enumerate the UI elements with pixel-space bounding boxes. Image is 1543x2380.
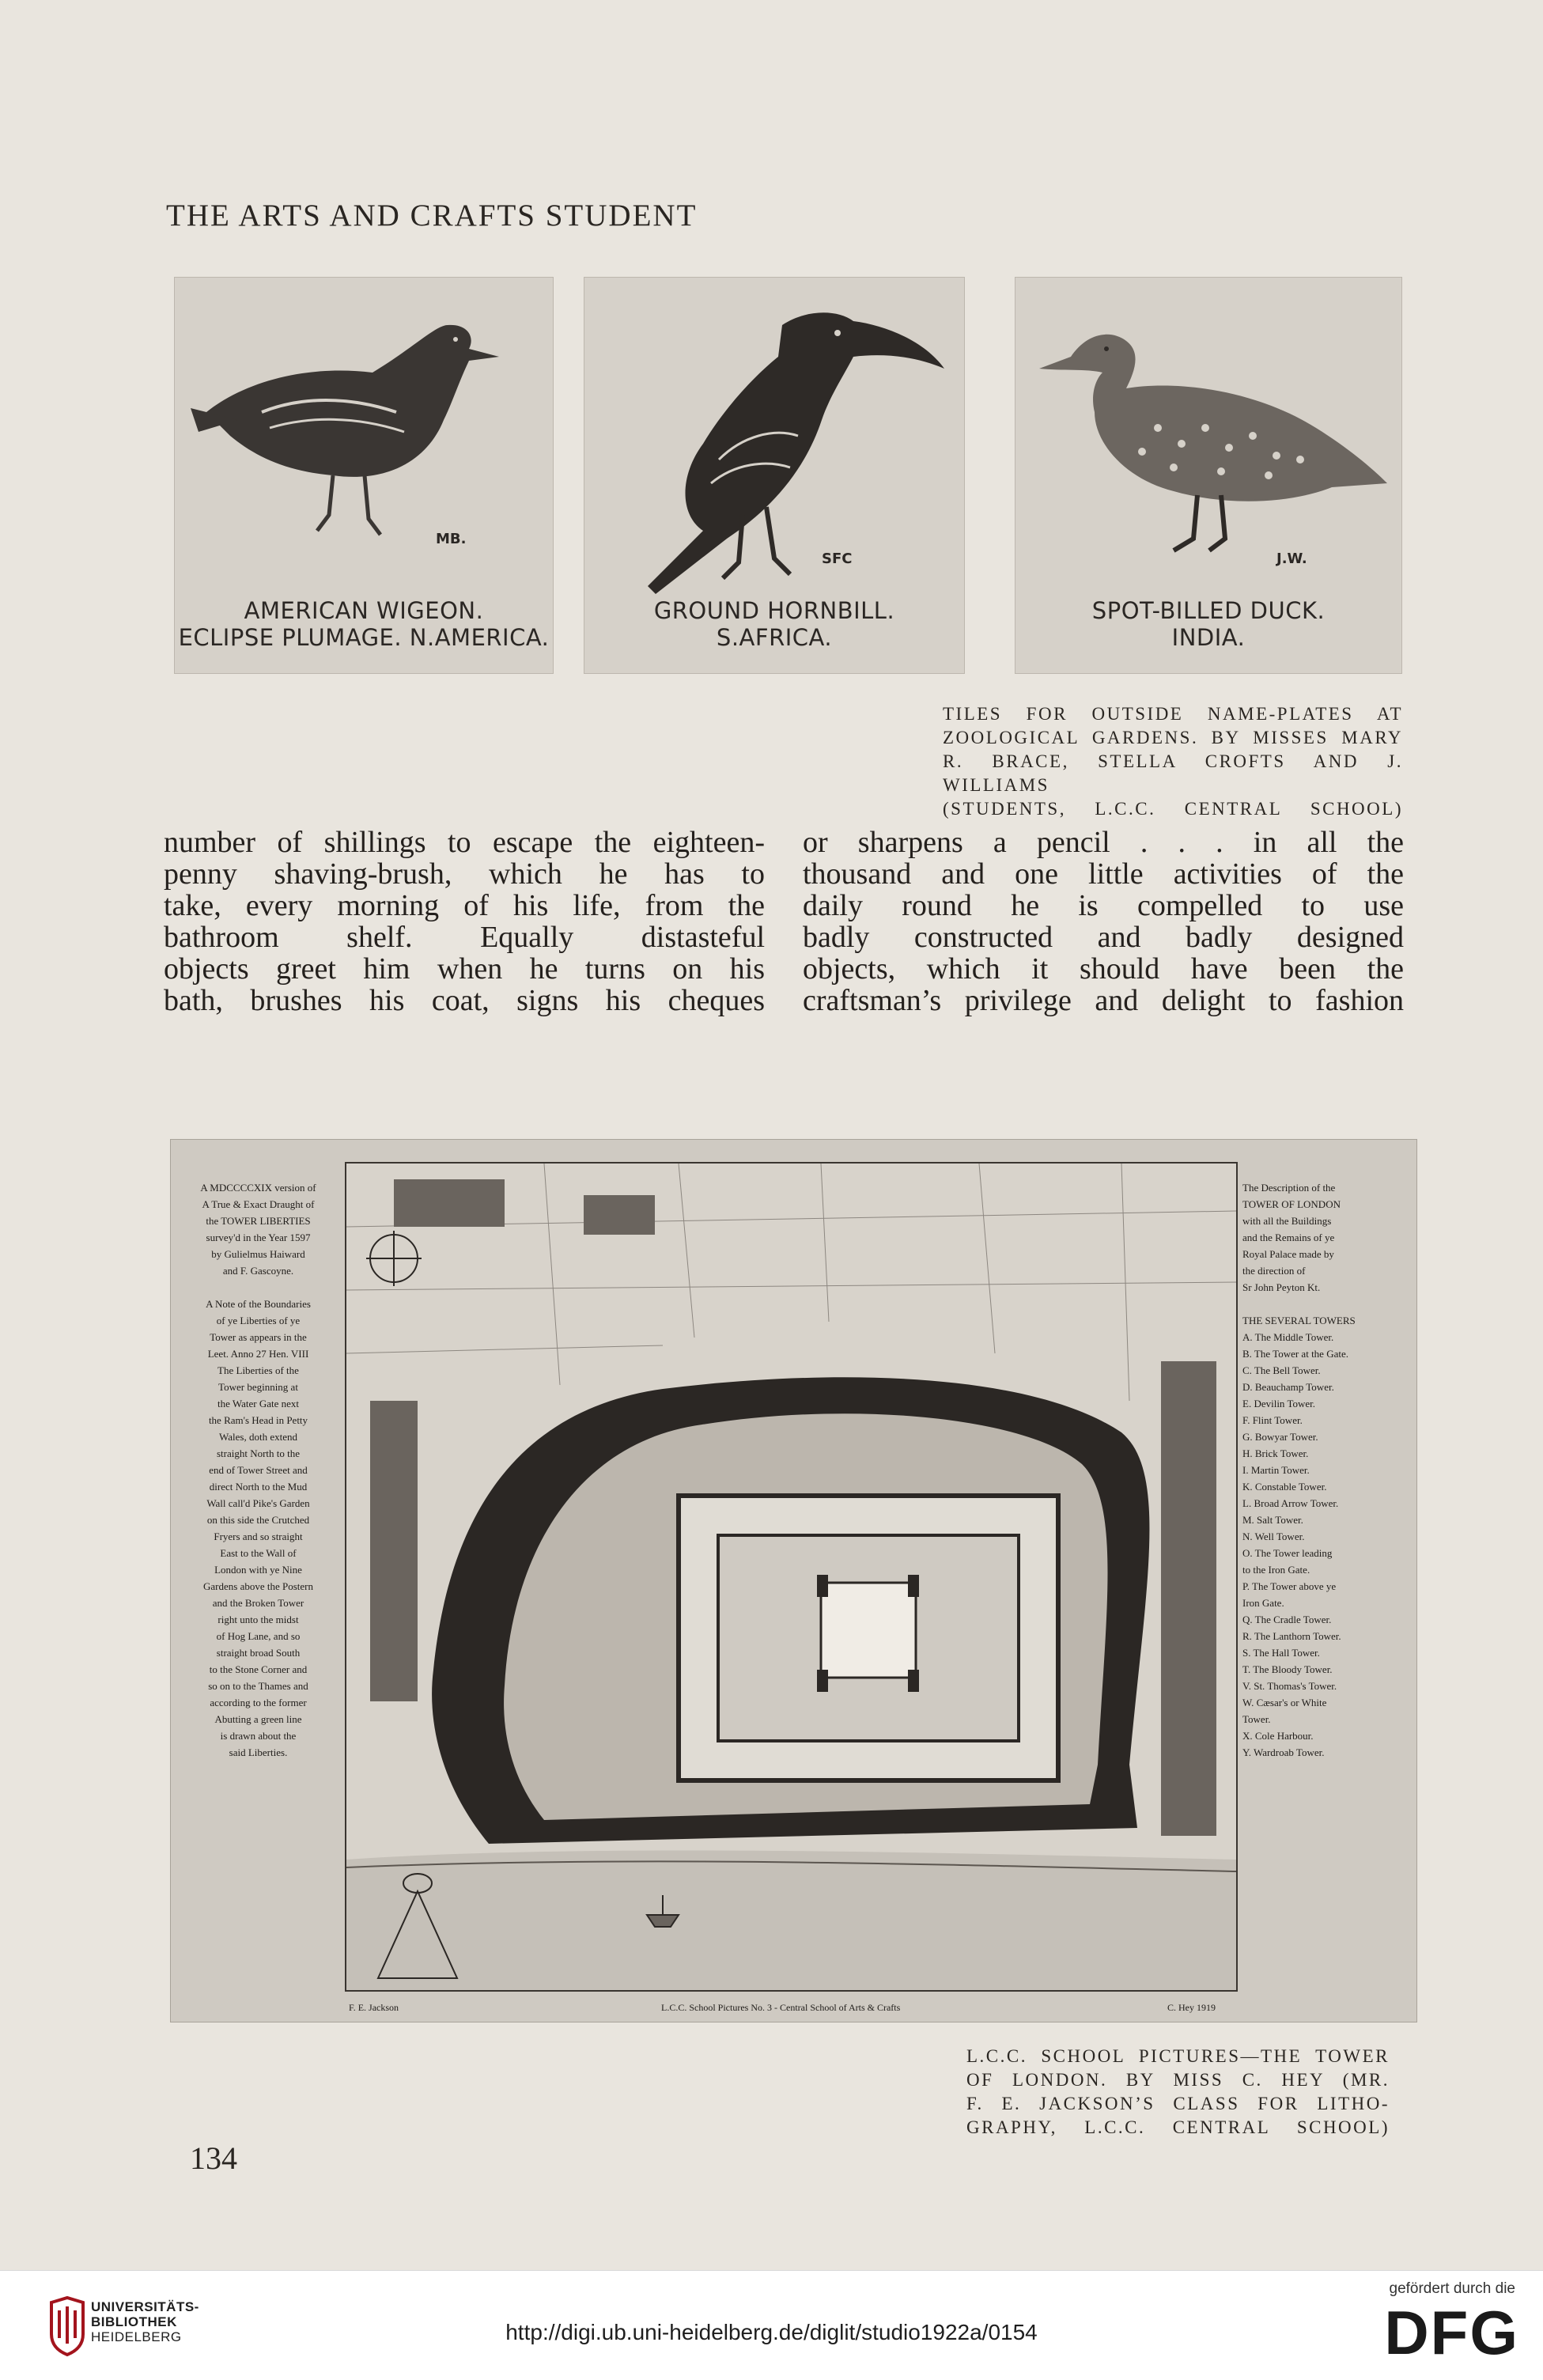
source-url-link[interactable]: http://digi.ub.uni-heidelberg.de/diglit/studio1922a/0154 (505, 2320, 1038, 2344)
footer-bar (0, 2270, 1543, 2380)
map-note-line: Abutting a green line (214, 1713, 302, 1725)
map-note-line: on this side the Crutched (206, 1514, 310, 1526)
map-note-line: London with ye Nine (214, 1564, 302, 1576)
map-note-line: W. Cæsar's or White (1242, 1697, 1327, 1708)
map-note-line: I. Martin Tower. (1242, 1464, 1310, 1476)
tile-ground-hornbill (584, 277, 965, 674)
map-note-line: TOWER OF LONDON (1242, 1198, 1341, 1210)
map-note-line: A Note of the Boundaries (206, 1298, 311, 1310)
map-note-line: C. The Bell Tower. (1242, 1364, 1321, 1376)
map-note-line: Tower beginning at (218, 1381, 298, 1393)
tile-label: GROUND HORNBILL. S.AFRICA. (653, 597, 895, 651)
map-note-line: G. Bowyar Tower. (1242, 1431, 1318, 1443)
map-note-line: A MDCCCCXIX version of (200, 1182, 316, 1194)
map-credit-right: C. Hey 1919 (1167, 2002, 1216, 2013)
map-note-line: O. The Tower leading (1242, 1547, 1333, 1559)
tower-of-london-map (170, 1139, 1417, 2022)
map-note-line: with all the Buildings (1242, 1215, 1332, 1227)
map-note-line: said Liberties. (229, 1746, 288, 1758)
map-note-line: THE SEVERAL TOWERS (1242, 1315, 1356, 1326)
map-note-line: E. Devilin Tower. (1242, 1398, 1316, 1409)
tile-label: SPOT-BILLED DUCK. INDIA. (1091, 597, 1326, 651)
map-note-line: survey'd in the Year 1597 (206, 1232, 311, 1243)
map-caption: L.C.C. SCHOOL PICTURES—THE TOWER OF LONDON. BY MISS C. HEY (MR. F. E. JACKSON’S CLASS FOR LITHO- GRAPHY, L.C.C. CENTRAL SCHOOL) (966, 2046, 1390, 2137)
tile-initials: J.W. (1276, 551, 1307, 567)
map-note-line: R. The Lanthorn Tower. (1242, 1630, 1341, 1642)
map-note-line: so on to the Thames and (208, 1680, 308, 1692)
map-note-line: Y. Wardroab Tower. (1242, 1746, 1325, 1758)
map-drawing (345, 1162, 1238, 1992)
map-note-line: Tower. (1242, 1713, 1271, 1725)
map-note-line: is drawn about the (220, 1730, 297, 1742)
page-number: 134 (190, 2140, 237, 2176)
map-note-line: the TOWER LIBERTIES (206, 1215, 311, 1227)
map-note-line: right unto the midst (217, 1614, 299, 1625)
map-note-line (177, 1279, 339, 1296)
map-note-line: T. The Bloody Tower. (1242, 1663, 1333, 1675)
map-note-line: Leet. Anno 27 Hen. VIII (207, 1348, 309, 1360)
map-note-line: Royal Palace made by (1242, 1248, 1334, 1260)
map-note-line: the Ram's Head in Petty (208, 1414, 308, 1426)
map-note-line: P. The Tower above ye (1242, 1580, 1337, 1592)
map-note-line: M. Salt Tower. (1242, 1514, 1303, 1526)
map-note-line: B. The Tower at the Gate. (1242, 1348, 1348, 1360)
tile-american-wigeon (174, 277, 554, 674)
map-note-line: V. St. Thomas's Tower. (1242, 1680, 1337, 1692)
map-note-line: Iron Gate. (1242, 1597, 1284, 1609)
body-column-right: or sharpens a pencil . . . in all the thousand and one little activities of the daily round he is compelled to use badly constructed and badly designed objects, which it should have been the craftsman’s privilege and delight to fashion (803, 826, 1404, 1017)
map-note-line: Q. The Cradle Tower. (1242, 1614, 1332, 1625)
running-header: THE ARTS AND CRAFTS STUDENT (166, 199, 698, 233)
map-credit-center: L.C.C. School Pictures No. 3 - Central School of Arts & Crafts (661, 2002, 901, 2013)
tile-spot-billed-duck (1015, 277, 1402, 674)
map-note-line: K. Constable Tower. (1242, 1481, 1327, 1493)
map-note-line: X. Cole Harbour. (1242, 1730, 1314, 1742)
map-credit-left: F. E. Jackson (349, 2002, 399, 2013)
map-note-line: straight broad South (216, 1647, 301, 1659)
map-note-line: Wales, doth extend (219, 1431, 297, 1443)
map-note-line: F. Flint Tower. (1242, 1414, 1303, 1426)
map-illustration (346, 1164, 1236, 1990)
map-note-line: the direction of (1242, 1265, 1306, 1277)
map-note-line: N. Well Tower. (1242, 1531, 1305, 1542)
map-note-line: end of Tower Street and (209, 1464, 308, 1476)
map-note-line: Wall call'd Pike's Garden (206, 1497, 310, 1509)
tile-label: AMERICAN WIGEON. ECLIPSE PLUMAGE. N.AMERICA. (178, 597, 550, 651)
map-note-line: according to the former (210, 1697, 307, 1708)
map-note-line: A. The Middle Tower. (1242, 1331, 1334, 1343)
map-note-line: the Water Gate next (217, 1398, 300, 1409)
tile-initials: MB. (436, 531, 467, 547)
map-note-line: Sr John Peyton Kt. (1242, 1281, 1321, 1293)
dfg-logo: DFG (1384, 2298, 1519, 2367)
map-note-line: of Hog Lane, and so (216, 1630, 301, 1642)
tile-initials: SFC (822, 551, 853, 567)
tiles-caption: TILES FOR OUTSIDE NAME-PLATES AT ZOOLOGICAL GARDENS. BY MISSES MARY R. BRACE, STELLA CROFTS AND J. WILLIAMS (STUDENTS, L.C.C. CENTRAL SCHOOL) (943, 704, 1403, 819)
map-note-line: The Description of the (1242, 1182, 1336, 1194)
map-left-notes (177, 1179, 339, 1761)
map-note-line: A True & Exact Draught of (202, 1198, 315, 1210)
map-right-notes (1242, 1179, 1413, 1761)
map-note-line: and the Broken Tower (212, 1597, 304, 1609)
map-note-line: Fryers and so straight (214, 1531, 303, 1542)
map-note-line: direct North to the Mud (209, 1481, 308, 1493)
map-note-line: S. The Hall Tower. (1242, 1647, 1320, 1659)
map-note-line: D. Beauchamp Tower. (1242, 1381, 1334, 1393)
body-column-left: number of shillings to escape the eighteen- penny shaving-brush, which he has to take, every morning of his life, from the bathroom shelf. Equally distasteful objects greet him when he turns on his bath, brushes his coat, signs his cheques (164, 826, 765, 1017)
map-note-line: H. Brick Tower. (1242, 1447, 1309, 1459)
map-note-line: Gardens above the Postern (203, 1580, 313, 1592)
map-note-line (1242, 1296, 1413, 1312)
map-note-line: The Liberties of the (217, 1364, 299, 1376)
map-note-line: Tower as appears in the (210, 1331, 307, 1343)
map-note-line: straight North to the (216, 1447, 301, 1459)
map-note-line: to the Stone Corner and (209, 1663, 308, 1675)
map-note-line: to the Iron Gate. (1242, 1564, 1310, 1576)
map-note-line: and the Remains of ye (1242, 1232, 1335, 1243)
map-note-line: L. Broad Arrow Tower. (1242, 1497, 1339, 1509)
map-note-line: by Gulielmus Haiward (211, 1248, 305, 1260)
library-name: UNIVERSITÄTS- BIBLIOTHEK HEIDELBERG (91, 2299, 199, 2344)
map-note-line: and F. Gascoyne. (222, 1265, 294, 1277)
map-note-line: East to the Wall of (220, 1547, 297, 1559)
funded-by-label: gefördert durch die (1389, 2280, 1515, 2297)
map-note-line: of ye Liberties of ye (216, 1315, 301, 1326)
